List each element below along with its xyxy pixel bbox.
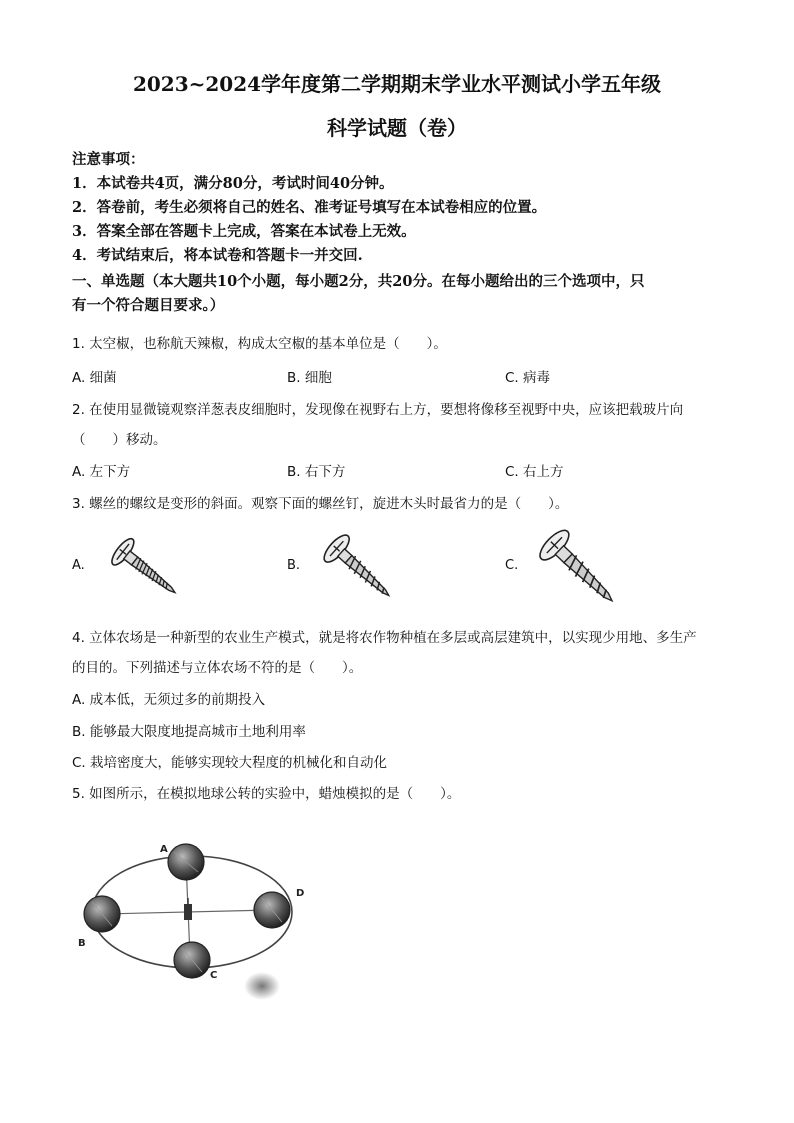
smudge-mark (244, 972, 280, 1000)
screw-b-image (306, 522, 406, 610)
section-heading-cont: 有一个符合题目要求。） (72, 297, 225, 314)
q4-option-c: C. 栽培密度大，能够实现较大程度的机械化和自动化 (72, 755, 388, 771)
question-3-stem: 3. 螺丝的螺纹是变形的斜面。观察下面的螺丝钉，旋进木头时最省力的是（ ）。 (72, 496, 569, 512)
label-c: C (210, 970, 218, 981)
note-item: 3．答案全部在答题卡上完成，答案在本试卷上无效。 (72, 223, 416, 240)
notes-heading: 注意事项： (72, 151, 145, 168)
note-item: 2．答卷前，考生必须将自己的姓名、准考证号填写在本试卷相应的位置。 (72, 199, 547, 216)
question-2-stem-cont: （ ）移动。 (72, 432, 167, 448)
q4-option-a: A. 成本低，无须过多的前期投入 (72, 692, 266, 708)
label-a: A (160, 844, 168, 855)
q1-option-a: A. 细菌 (72, 370, 117, 386)
screw-a-image (96, 524, 186, 608)
candle-icon (184, 904, 192, 920)
screw-c-image (520, 520, 632, 612)
q3-option-c: C. (505, 558, 519, 573)
q2-option-a: A. 左下方 (72, 464, 131, 480)
q1-option-b: B. 细胞 (287, 370, 332, 386)
q2-option-c: C. 右上方 (505, 464, 564, 480)
q4-option-b: B. 能够最大限度地提高城市土地利用率 (72, 724, 306, 740)
q3-option-b: B. (287, 558, 301, 573)
question-2-stem: 2. 在使用显微镜观察洋葱表皮细胞时，发现像在视野右上方，要想将像移至视野中央，应该把载玻片向 (72, 402, 684, 418)
q3-option-a: A. (72, 558, 85, 573)
q1-option-c: C. 病毒 (505, 370, 551, 386)
label-d: D (296, 888, 305, 899)
orbit-diagram (74, 832, 324, 1004)
label-b: B (78, 938, 86, 949)
question-5-stem: 5. 如图所示，在模拟地球公转的实验中，蜡烛模拟的是（ ）。 (72, 786, 461, 802)
section-heading: 一、单选题（本大题共10个小题，每小题2分，共20分。在每小题给出的三个选项中，只 (72, 273, 645, 290)
exam-title: 2023~2024学年度第二学期期末学业水平测试小学五年级 (132, 72, 662, 96)
note-item: 4．考试结束后，将本试卷和答题卡一并交回. (72, 247, 363, 264)
question-4-stem: 4. 立体农场是一种新型的农业生产模式，就是将农作物种植在多层或高层建筑中，以实现少用地、多生产 (72, 630, 697, 646)
question-1-stem: 1. 太空椒，也称航天辣椒，构成太空椒的基本单位是（ ）。 (72, 336, 447, 352)
q2-option-b: B. 右下方 (287, 464, 346, 480)
note-item: 1．本试卷共4页，满分80分，考试时间40分钟。 (72, 175, 394, 192)
question-4-stem-cont: 的目的。下列描述与立体农场不符的是（ ）。 (72, 660, 363, 676)
exam-subtitle: 科学试题（卷） (327, 116, 467, 140)
